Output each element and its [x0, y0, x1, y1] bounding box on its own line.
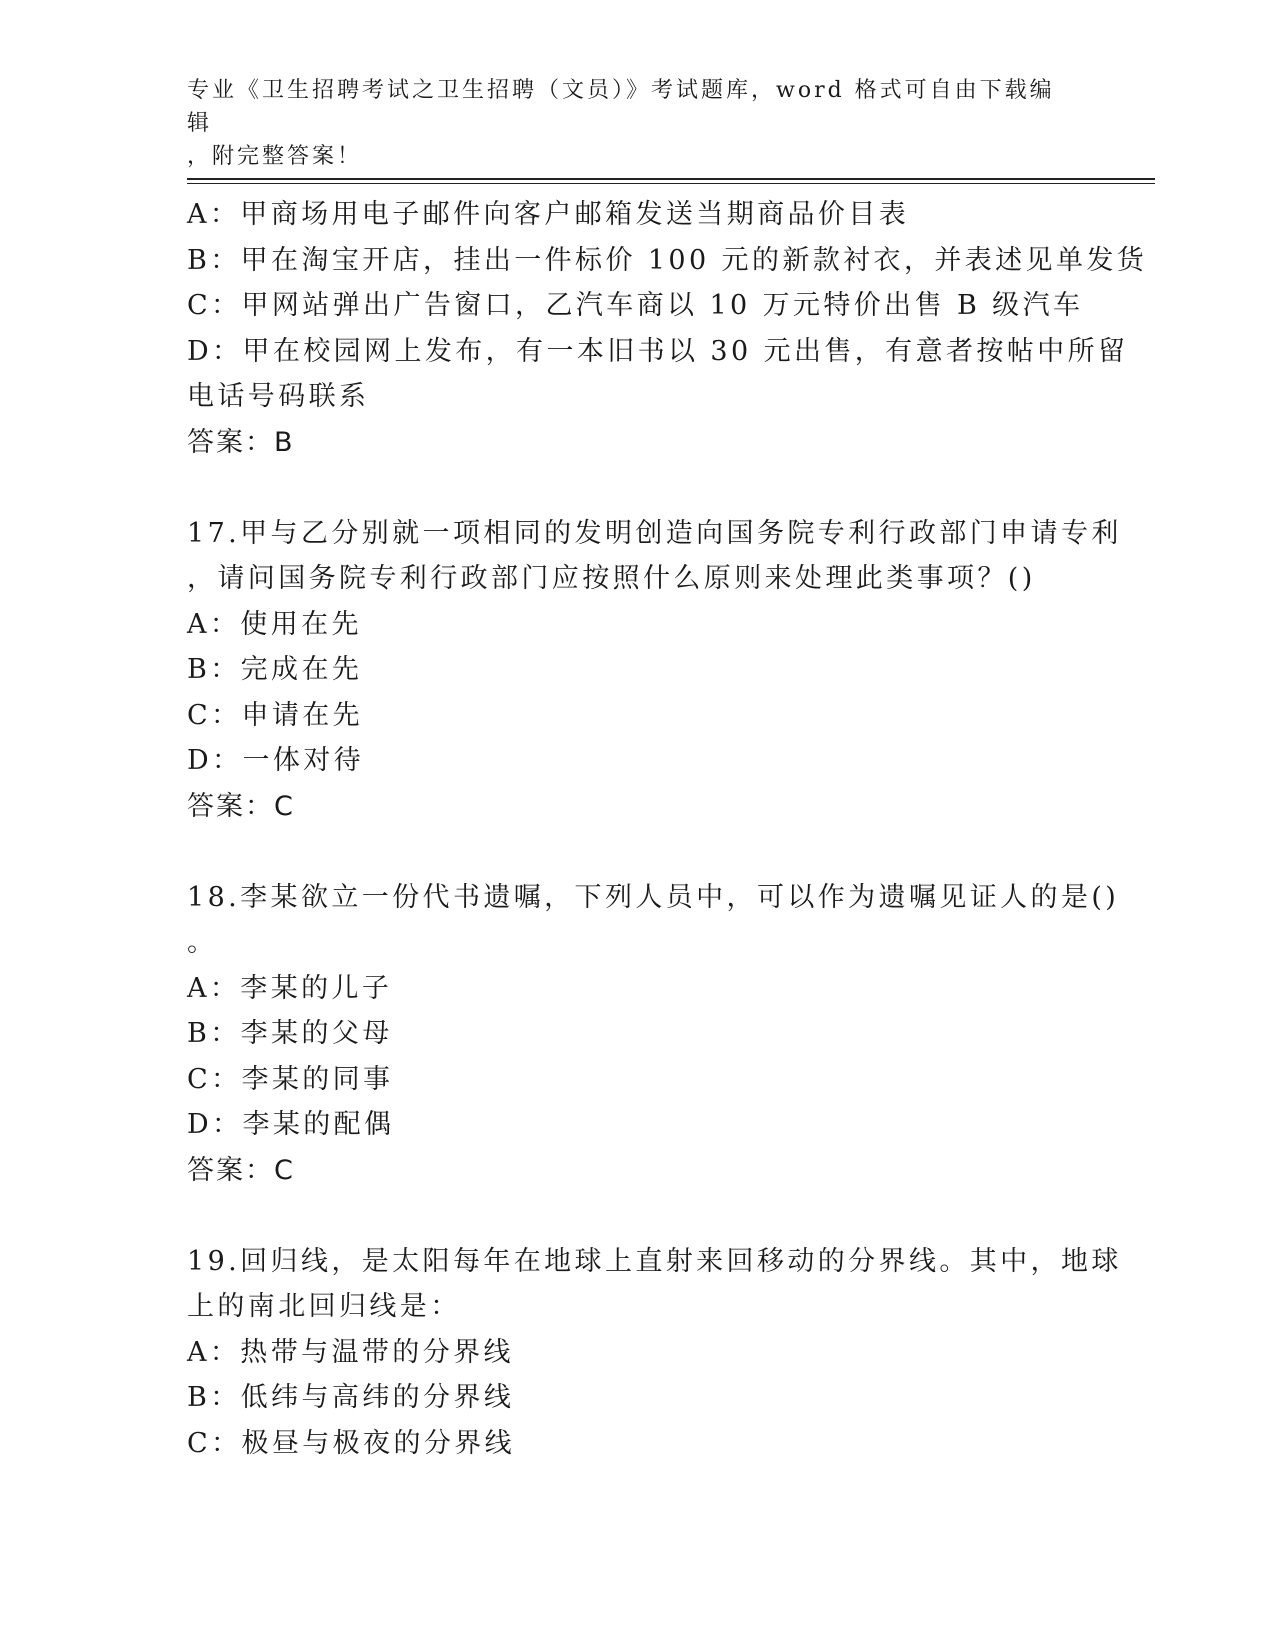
option-d: D：一体对待: [187, 745, 365, 776]
question-text-continuation: 。: [187, 927, 218, 958]
option-b: B：甲在淘宝开店，挂出一件标价 100 元的新款衬衣，并表述见单发货: [187, 244, 1148, 276]
answer: 答案：B: [187, 426, 295, 458]
option-d: D：李某的配偶: [187, 1109, 395, 1140]
header-divider-thin: [187, 183, 1155, 184]
option-a: A：甲商场用电子邮件向客户邮箱发送当期商品价目表: [187, 199, 910, 230]
option-a: A：李某的儿子: [187, 972, 393, 1004]
option-b: B：李某的父母: [187, 1018, 393, 1049]
option-d-continuation: 电话号码联系: [187, 381, 370, 412]
spacer: [187, 1193, 1067, 1239]
answer: 答案：C: [187, 1154, 295, 1186]
question-text-continuation: 上的南北回归线是：: [187, 1291, 461, 1322]
document-header: [187, 74, 1067, 173]
question-16: [187, 192, 1148, 465]
answer: 答案：C: [187, 790, 295, 822]
question-text: 19.回归线，是太阳每年在地球上直射来回移动的分界线。其中，地球: [187, 1245, 1122, 1277]
option-c: C：李某的同事: [187, 1063, 394, 1095]
option-c: C：甲网站弹出广告窗口，乙汽车商以 10 万元特价出售 B 级汽车: [187, 290, 1084, 321]
question-17: [187, 511, 1122, 830]
option-c: C：极昼与极夜的分界线: [187, 1427, 516, 1459]
option-a: A：热带与温带的分界线: [187, 1336, 514, 1368]
spacer: [187, 465, 1067, 511]
option-d: D：甲在校园网上发布，有一本旧书以 30 元出售，有意者按帖中所留: [187, 335, 1129, 367]
header-divider-thick: [187, 178, 1155, 180]
question-text: 18.李某欲立一份代书遗嘱，下列人员中，可以作为遗嘱见证人的是(): [187, 881, 1120, 913]
option-b: B：低纬与高纬的分界线: [187, 1382, 515, 1413]
question-text: 17.甲与乙分别就一项相同的发明创造向国务院专利行政部门申请专利: [187, 517, 1122, 549]
spacer: [187, 829, 1067, 875]
question-text-continuation: ，请问国务院专利行政部门应按照什么原则来处理此类事项？(): [187, 563, 1036, 594]
question-content: [187, 192, 1148, 1466]
option-a: A：使用在先: [187, 608, 362, 640]
question-18: [187, 875, 1120, 1194]
question-19: [187, 1239, 1122, 1467]
header-line-1: 专业《卫生招聘考试之卫生招聘（文员）》考试题库，word 格式可自由下载编辑: [187, 78, 1055, 136]
option-c: C：申请在先: [187, 699, 364, 731]
option-b: B：完成在先: [187, 654, 363, 685]
header-line-2: ，附完整答案！: [187, 144, 363, 169]
